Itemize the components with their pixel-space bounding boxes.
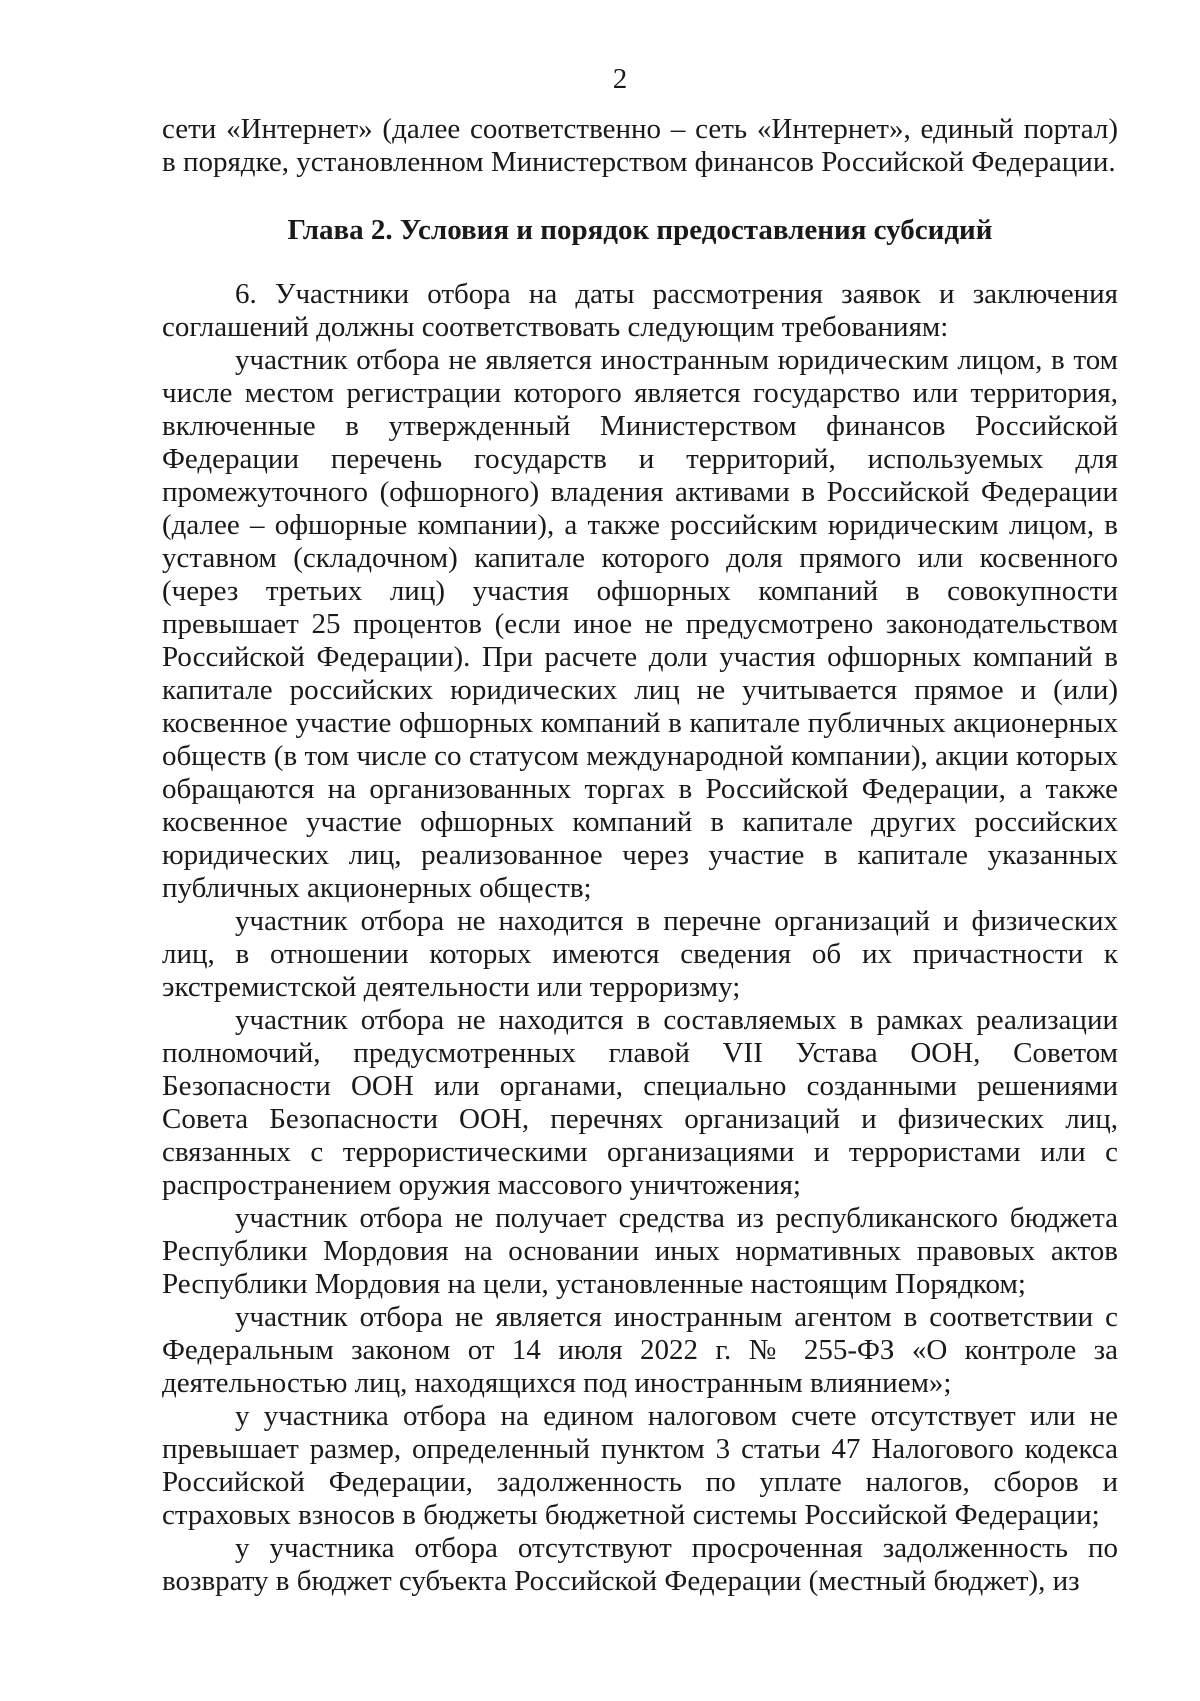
intro-paragraph [162, 113, 1118, 179]
page-number: 2 [612, 63, 628, 95]
paragraph-requirement-overdue-debt: у участника отбора отсутствуют просроченная задолженность по возврату в бюджет субъекта Российской Федерации (местный бюджет), из [162, 1532, 1118, 1597]
chapter-body [162, 278, 1118, 1598]
paragraph-requirement-extremism: участник отбора не находится в перечне организаций и физических лиц, в отношении которых имеются сведения об их причастности к экстремистской деятельности или терроризму; [162, 905, 1118, 1003]
paragraph-requirement-tax-debt: у участника отбора на едином налоговом счете отсутствует или не превышает размер, определенный пунктом 3 статьи 47 Налогового кодекса Российской Федерации, задолженность по уплате налогов, сборов и страховых взносов в бюджеты бюджетной системы Российской Федерации; [162, 1400, 1118, 1531]
paragraph-requirement-foreign-agent: участник отбора не является иностранным агентом в соответствии с Федеральным законом от 14 июля 2022 г. № 255-ФЗ «О контроле за деятельностью лиц, находящихся под иностранным влиянием»; [162, 1301, 1118, 1399]
chapter-title: Глава 2. Условия и порядок предоставления субсидий [287, 214, 993, 246]
paragraph-requirement-offshore: участник отбора не является иностранным юридическим лицом, в том числе местом регистрации которого является государство или территория, включенные в утвержденный Министерством финансов Российской Федерации перечень государств и территорий, используемых для промежуточного (офшорного) владения активами в Российской Федерации (далее – офшорные компании), а также российским юридическим лицом, в уставном (складочном) капитале которого доля прямого или косвенного (через третьих лиц) участия офшорных компаний в совокупности превышает 25 процентов (если иное не предусмотрено законодательством Российской Федерации). При расчете доли участия офшорных компаний в капитале российских юридических лиц не учитывается прямое и (или) косвенное участие офшорных компаний в капитале публичных акционерных обществ (в том числе со статусом международной компании), акции которых обращаются на организованных торгах в Российской Федерации, а также косвенное участие офшорных компаний в капитале других российских юридических лиц, реализованное через участие в капитале указанных публичных акционерных обществ; [162, 344, 1118, 904]
paragraph-item-6: 6. Участники отбора на даты рассмотрения заявок и заключения соглашений должны соответствовать следующим требованиям: [162, 278, 1118, 343]
intro-text: сети «Интернет» (далее соответственно – сеть «Интернет», единый портал) в порядке, установленном Министерством финансов Российской Федерации. [162, 113, 1118, 178]
paragraph-requirement-un-lists: участник отбора не находится в составляемых в рамках реализации полномочий, предусмотренных главой VII Устава ООН, Советом Безопасности ООН или органами, специально созданными решениями Совета Безопасности ООН, перечнях организаций и физических лиц, связанных с террористическими организациями и террористами или с распространением оружия массового уничтожения; [162, 1004, 1118, 1201]
paragraph-requirement-budget-funds: участник отбора не получает средства из республиканского бюджета Республики Мордовия на основании иных нормативных правовых актов Республики Мордовия на цели, установленные настоящим Порядком; [162, 1202, 1118, 1300]
